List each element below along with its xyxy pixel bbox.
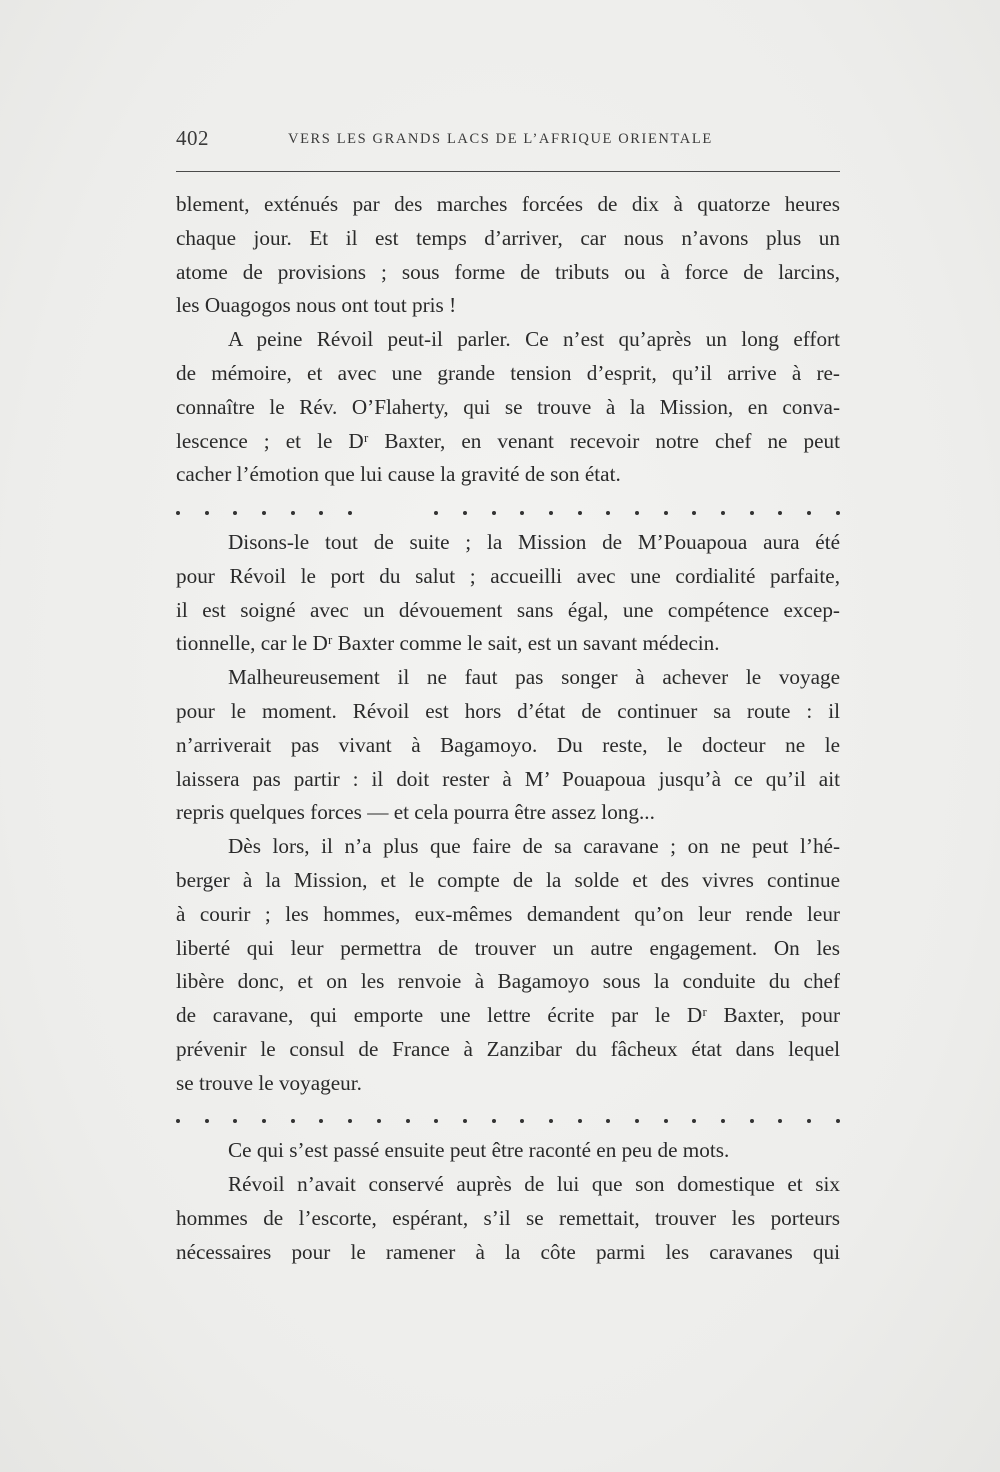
text-line: laissera pas partir : il doit rester à M’ Pouapoua jusqu’à ce qu’il ait (176, 766, 840, 791)
separator-dot (635, 511, 639, 515)
separator-dot (778, 511, 782, 515)
separator-gap (377, 511, 381, 515)
text-line: chaque jour. Et il est temps d’arriver, car nous n’avons plus un (176, 225, 840, 250)
text-line: liberté qui leur permettra de trouver un autre engagement. On les (176, 935, 840, 960)
text-line: pour le moment. Révoil est hors d’état de continuer sa route : il (176, 698, 840, 723)
separator-dot (262, 1119, 266, 1123)
separator-dot (434, 511, 438, 515)
separator-dot (291, 511, 295, 515)
separator-dot (664, 511, 668, 515)
separator-dot (606, 511, 610, 515)
text-line: A peine Révoil peut-il parler. Ce n’est qu’après un long effort (228, 327, 840, 352)
separator-dot (578, 1119, 582, 1123)
text-line: Malheureusement il ne faut pas songer à achever le voyage (228, 665, 840, 690)
text-line: berger à la Mission, et le compte de la solde et des vivres continue (176, 867, 840, 892)
separator-dot (750, 511, 754, 515)
separator-dot (836, 511, 840, 515)
text-line: blement, exténués par des marches forcées de dix à quatorze heures (176, 192, 840, 216)
text-line: tionnelle, car le Dʳ Baxter comme le sait, est un savant médecin. (176, 631, 720, 656)
separator-dot (692, 1119, 696, 1123)
separator-gap (406, 511, 410, 515)
text-line: atome de provisions ; sous forme de tributs ou à force de larcins, (176, 259, 840, 284)
text-line: nécessaires pour le ramener à la côte parmi les caravanes qui (176, 1239, 840, 1264)
text-line: connaître le Rév. O’Flaherty, qui se trouve à la Mission, en conva- (176, 394, 840, 419)
separator-dot (721, 1119, 725, 1123)
separator-dot (205, 1119, 209, 1123)
text-line: de mémoire, et avec une grande tension d’esprit, qu’il arrive à re- (176, 360, 840, 385)
text-line: il est soigné avec un dévouement sans égal, une compétence excep- (176, 597, 840, 622)
separator-dot (319, 1119, 323, 1123)
separator-dot (348, 511, 352, 515)
separator-dot (635, 1119, 639, 1123)
text-line: Révoil n’avait conservé auprès de lui que son domestique et six (228, 1172, 840, 1197)
text-line: Ce qui s’est passé ensuite peut être raconté en peu de mots. (228, 1138, 730, 1163)
separator-dot (233, 1119, 237, 1123)
separator-dot (348, 1119, 352, 1123)
separator-dot (578, 511, 582, 515)
separator-dot (205, 511, 209, 515)
text-line: pour Révoil le port du salut ; accueilli avec une cordialité parfaite, (176, 563, 840, 588)
text-line: n’arriverait pas vivant à Bagamoyo. Du reste, le docteur ne le (176, 732, 840, 757)
separator-dot (291, 1119, 295, 1123)
separator-dot (377, 1119, 381, 1123)
separator-dot (319, 511, 323, 515)
separator-dot (434, 1119, 438, 1123)
separator-dot (492, 1119, 496, 1123)
separator-dot (606, 1119, 610, 1123)
separator-dot (520, 1119, 524, 1123)
separator-dot (807, 1119, 811, 1123)
page-number: 402 (176, 126, 209, 150)
ellipsis-separator (176, 492, 840, 526)
separator-dot (750, 1119, 754, 1123)
separator-dot (807, 511, 811, 515)
text-line: Disons-le tout de suite ; la Mission de M’Pouapoua aura été (228, 529, 840, 554)
text-line: à courir ; les hommes, eux-mêmes demandent qu’on leur rende leur (176, 901, 840, 926)
text-line: Dès lors, il n’a plus que faire de sa caravane ; on ne peut l’hé- (228, 834, 840, 859)
text-line: de caravane, qui emporte une lettre écrite par le Dʳ Baxter, pour (176, 1003, 840, 1028)
separator-dot (262, 511, 266, 515)
separator-dot (492, 511, 496, 515)
separator-dot (549, 511, 553, 515)
text-line: lescence ; et le Dʳ Baxter, en venant recevoir notre chef ne peut (176, 428, 840, 453)
text-line: hommes de l’escorte, espérant, s’il se remettait, trouver les porteurs (176, 1205, 840, 1230)
separator-dot (664, 1119, 668, 1123)
separator-dot (406, 1119, 410, 1123)
text-line: libère donc, et on les renvoie à Bagamoyo sous la conduite du chef (176, 969, 840, 994)
separator-dot (721, 511, 725, 515)
header-rule (176, 171, 840, 172)
text-line: repris quelques forces — et cela pourra être assez long... (176, 800, 655, 825)
ellipsis-separator (176, 1101, 840, 1135)
separator-dot (778, 1119, 782, 1123)
separator-dot (836, 1119, 840, 1123)
separator-dot (176, 1119, 180, 1123)
separator-dot (463, 511, 467, 515)
separator-dot (692, 511, 696, 515)
running-title: VERS LES GRANDS LACS DE L’AFRIQUE ORIENTALE (288, 131, 713, 147)
separator-dot (463, 1119, 467, 1123)
text-line: prévenir le consul de France à Zanzibar du fâcheux état dans lequel (176, 1036, 840, 1061)
text-line: les Ouagogos nous ont tout pris ! (176, 293, 457, 318)
separator-dot (233, 511, 237, 515)
text-line: se trouve le voyageur. (176, 1070, 362, 1095)
page-body (176, 188, 840, 1270)
text-line: cacher l’émotion que lui cause la gravité de son état. (176, 462, 621, 487)
page-header (176, 126, 840, 154)
separator-dot (549, 1119, 553, 1123)
separator-dot (520, 511, 524, 515)
separator-dot (176, 511, 180, 515)
